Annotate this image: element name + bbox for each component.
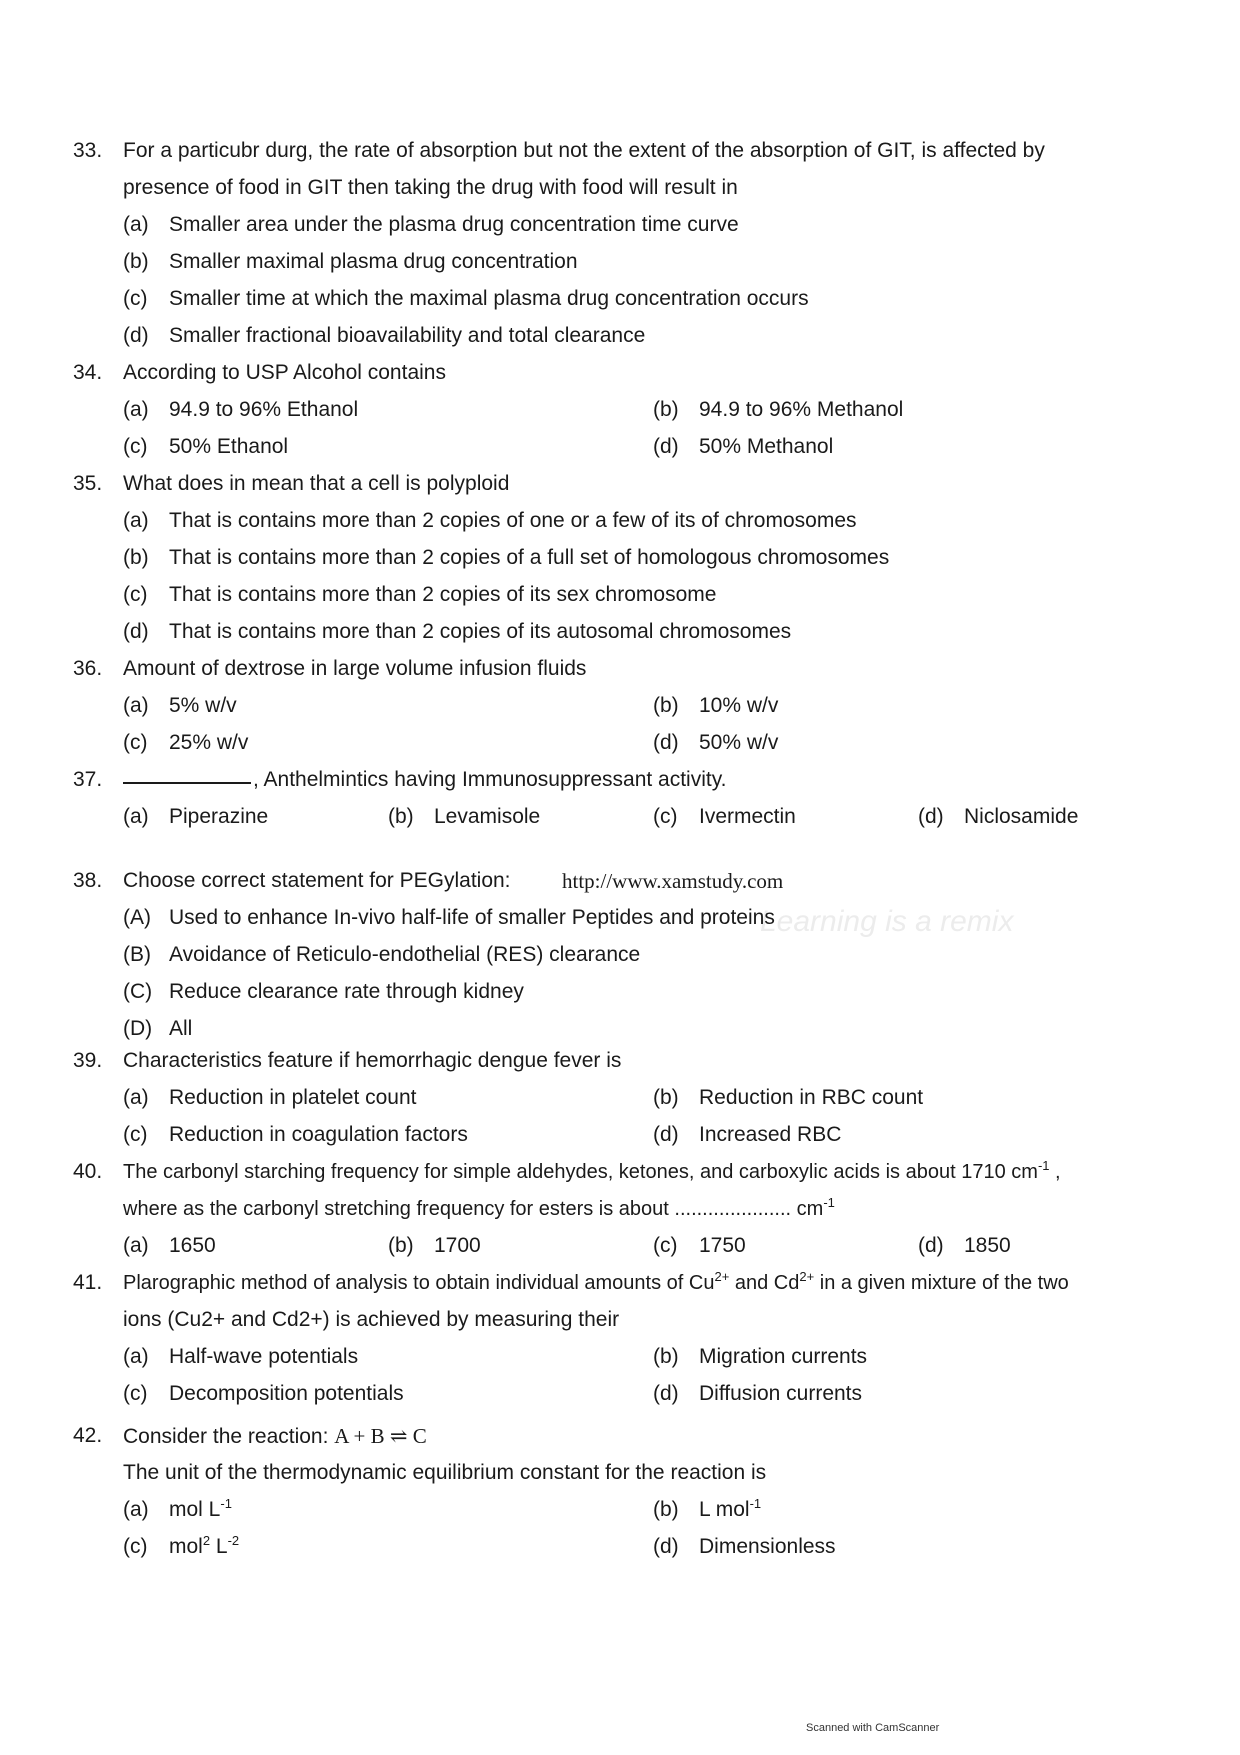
superscript: -1 xyxy=(749,1496,762,1511)
superscript: -1 xyxy=(220,1496,232,1511)
watermark: Learning is a remix xyxy=(760,905,1014,938)
option-label: (c) xyxy=(123,1382,148,1405)
option-c xyxy=(123,730,248,756)
option-label: (d) xyxy=(123,324,149,347)
option-a xyxy=(123,508,857,534)
option-label: (d) xyxy=(653,1123,679,1146)
option-text: Smaller area under the plasma drug concentration time curve xyxy=(169,213,739,236)
option-b xyxy=(653,1344,867,1370)
option-text: 94.9 to 96% Ethanol xyxy=(169,398,359,421)
option-b xyxy=(123,545,889,571)
option-text: That is contains more than 2 copies of its sex chromosome xyxy=(169,583,717,606)
option-d xyxy=(653,1381,862,1407)
option-d xyxy=(918,804,1078,830)
option-label: (c) xyxy=(123,583,148,606)
option-b xyxy=(653,397,903,423)
option-text: mol L xyxy=(169,1498,221,1521)
option-a xyxy=(123,804,268,830)
option-a xyxy=(123,693,237,719)
option-c xyxy=(123,1534,239,1560)
option-c xyxy=(123,286,809,312)
option-text: Half-wave potentials xyxy=(169,1345,359,1368)
option-d xyxy=(918,1233,1011,1259)
option-c xyxy=(123,1381,404,1407)
option-text: 94.9 to 96% Methanol xyxy=(699,398,904,421)
option-label: (a) xyxy=(123,1345,149,1368)
option-d xyxy=(653,434,833,460)
superscript: 2 xyxy=(202,1533,211,1548)
option-label: (a) xyxy=(123,398,149,421)
question-number: 33. xyxy=(73,139,103,162)
option-label: (b) xyxy=(653,1498,679,1521)
option-d xyxy=(123,1016,192,1042)
question-stem: ions (Cu2+ and Cd2+) is achieved by measuring their xyxy=(123,1308,620,1331)
option-text: 1750 xyxy=(699,1234,746,1257)
option-text: Increased RBC xyxy=(699,1123,842,1146)
option-label: (b) xyxy=(388,1234,414,1257)
option-text: Smaller fractional bioavailability and total clearance xyxy=(169,324,646,347)
question-number: 40. xyxy=(73,1160,103,1183)
question-stem xyxy=(123,767,727,793)
option-label: (a) xyxy=(123,694,149,717)
option-d xyxy=(123,619,791,645)
option-text: Dimensionless xyxy=(699,1535,836,1558)
option-label: (d) xyxy=(123,620,149,643)
option-label: (d) xyxy=(918,805,944,828)
option-label: (b) xyxy=(653,694,679,717)
option-label: (D) xyxy=(123,1017,153,1040)
option-text: Smaller time at which the maximal plasma drug concentration occurs xyxy=(169,287,809,310)
option-c xyxy=(653,1233,746,1259)
option-text: 5% w/v xyxy=(169,694,237,717)
option-label: (b) xyxy=(653,398,679,421)
option-b xyxy=(653,1497,761,1523)
option-label: (a) xyxy=(123,1086,149,1109)
option-text: Piperazine xyxy=(169,805,269,828)
option-text: Migration currents xyxy=(699,1345,868,1368)
option-a xyxy=(123,212,739,238)
option-text: That is contains more than 2 copies of a full set of homologous chromosomes xyxy=(169,546,890,569)
source-url: http://www.xamstudy.com xyxy=(562,869,784,893)
question-stem xyxy=(123,1423,427,1450)
option-text: L mol xyxy=(699,1498,750,1521)
option-a xyxy=(123,1344,358,1370)
question-stem: Amount of dextrose in large volume infusion fluids xyxy=(123,657,587,680)
question-number: 35. xyxy=(73,472,103,495)
scanner-footer: Scanned with CamScanner xyxy=(806,1722,940,1734)
question-number: 38. xyxy=(73,869,103,892)
superscript: -2 xyxy=(227,1533,240,1548)
option-label: (a) xyxy=(123,509,149,532)
question-stem-text: and Cd xyxy=(729,1272,800,1294)
option-a xyxy=(123,905,775,931)
option-label: (a) xyxy=(123,805,149,828)
question-stem-text: Consider the reaction: xyxy=(123,1425,329,1448)
option-text: That is contains more than 2 copies of its autosomal chromosomes xyxy=(169,620,792,643)
option-text: All xyxy=(169,1017,193,1040)
option-b xyxy=(388,804,540,830)
question-stem-text: where as the carbonyl stretching frequency for esters is about ..................... cm xyxy=(123,1198,824,1220)
option-label: (A) xyxy=(123,906,151,929)
option-label: (a) xyxy=(123,1234,149,1257)
option-b xyxy=(388,1233,481,1259)
option-a xyxy=(123,1085,417,1111)
question-number: 36. xyxy=(73,657,103,680)
option-a xyxy=(123,397,358,423)
question-stem xyxy=(123,1270,1069,1296)
question-number: 42. xyxy=(73,1424,103,1447)
question-number: 41. xyxy=(73,1271,103,1294)
option-label: (C) xyxy=(123,980,153,1003)
question-stem-text: Plarographic method of analysis to obtain individual amounts of Cu xyxy=(123,1272,715,1294)
option-text: Avoidance of Reticulo-endothelial (RES) clearance xyxy=(169,943,641,966)
option-label: (c) xyxy=(123,435,148,458)
option-text: 50% Ethanol xyxy=(169,435,289,458)
option-text: 1850 xyxy=(964,1234,1011,1257)
option-label: (a) xyxy=(123,213,149,236)
option-b xyxy=(123,249,578,275)
option-text: 1700 xyxy=(434,1234,481,1257)
superscript: 2+ xyxy=(799,1269,815,1284)
option-label: (b) xyxy=(653,1086,679,1109)
option-text: Ivermectin xyxy=(699,805,796,828)
question-number: 39. xyxy=(73,1049,103,1072)
option-b xyxy=(653,693,778,719)
option-text: Reduce clearance rate through kidney xyxy=(169,980,524,1003)
option-text: Smaller maximal plasma drug concentration xyxy=(169,250,578,273)
option-label: (c) xyxy=(653,805,678,828)
question-stem: For a particubr durg, the rate of absorption but not the extent of the absorption of GIT, is affected by xyxy=(123,139,1045,162)
option-text: 1650 xyxy=(169,1234,216,1257)
option-label: (d) xyxy=(653,731,679,754)
option-label: (c) xyxy=(123,1535,148,1558)
question-stem-text: The carbonyl starching frequency for simple aldehydes, ketones, and carboxylic acids is about 1710 cm xyxy=(123,1161,1038,1183)
reaction-equation: A + B ⇌ C xyxy=(334,1424,427,1448)
punctuation: , xyxy=(1049,1161,1061,1183)
option-label: (c) xyxy=(123,731,148,754)
option-b xyxy=(653,1085,923,1111)
fill-in-blank xyxy=(123,782,251,784)
option-text: 50% Methanol xyxy=(699,435,834,458)
question-stem: Choose correct statement for PEGylation: xyxy=(123,869,511,892)
option-c xyxy=(123,1122,468,1148)
option-text: That is contains more than 2 copies of one or a few of its of chromosomes xyxy=(169,509,857,532)
option-text: Levamisole xyxy=(434,805,541,828)
option-label: (d) xyxy=(918,1234,944,1257)
option-d xyxy=(653,1534,836,1560)
option-a xyxy=(123,1233,216,1259)
option-label: (b) xyxy=(653,1345,679,1368)
option-label: (B) xyxy=(123,943,151,966)
option-c xyxy=(653,804,796,830)
option-text: Reduction in RBC count xyxy=(699,1086,924,1109)
option-text: 25% w/v xyxy=(169,731,249,754)
question-stem: According to USP Alcohol contains xyxy=(123,361,446,384)
option-text: 50% w/v xyxy=(699,731,779,754)
option-d xyxy=(653,1122,841,1148)
option-c xyxy=(123,582,716,608)
superscript: -1 xyxy=(1037,1158,1050,1173)
option-label: (c) xyxy=(653,1234,678,1257)
option-label: (d) xyxy=(653,1382,679,1405)
option-text: L xyxy=(210,1535,228,1558)
question-stem-text: in a given mixture of the two xyxy=(814,1272,1069,1294)
option-d xyxy=(123,323,645,349)
superscript: -1 xyxy=(823,1195,835,1210)
question-stem: presence of food in GIT then taking the drug with food will result in xyxy=(123,176,738,199)
option-text: Niclosamide xyxy=(964,805,1079,828)
option-text: Decomposition potentials xyxy=(169,1382,404,1405)
option-b xyxy=(123,942,640,968)
question-number: 37. xyxy=(73,768,103,791)
option-text: 10% w/v xyxy=(699,694,779,717)
option-a xyxy=(123,1497,232,1523)
question-stem xyxy=(123,1196,835,1222)
option-label: (c) xyxy=(123,287,148,310)
question-number: 34. xyxy=(73,361,103,384)
option-label: (a) xyxy=(123,1498,149,1521)
option-text: Used to enhance In-vivo half-life of smaller Peptides and proteins xyxy=(169,906,775,929)
option-c xyxy=(123,434,288,460)
option-d xyxy=(653,730,778,756)
option-text: Reduction in coagulation factors xyxy=(169,1123,468,1146)
question-stem: What does in mean that a cell is polyploid xyxy=(123,472,510,495)
option-label: (c) xyxy=(123,1123,148,1146)
option-text: Reduction in platelet count xyxy=(169,1086,417,1109)
option-label: (d) xyxy=(653,1535,679,1558)
question-stem xyxy=(123,1159,1061,1185)
option-label: (b) xyxy=(123,546,149,569)
option-label: (b) xyxy=(388,805,414,828)
option-c xyxy=(123,979,524,1005)
question-stem: The unit of the thermodynamic equilibrium constant for the reaction is xyxy=(123,1461,767,1484)
option-text: mol xyxy=(169,1535,203,1558)
question-stem-text: , Anthelmintics having Immunosuppressant activity. xyxy=(253,768,727,791)
option-label: (d) xyxy=(653,435,679,458)
question-stem: Characteristics feature if hemorrhagic dengue fever is xyxy=(123,1049,622,1072)
option-text: Diffusion currents xyxy=(699,1382,863,1405)
option-label: (b) xyxy=(123,250,149,273)
superscript: 2+ xyxy=(714,1269,730,1284)
